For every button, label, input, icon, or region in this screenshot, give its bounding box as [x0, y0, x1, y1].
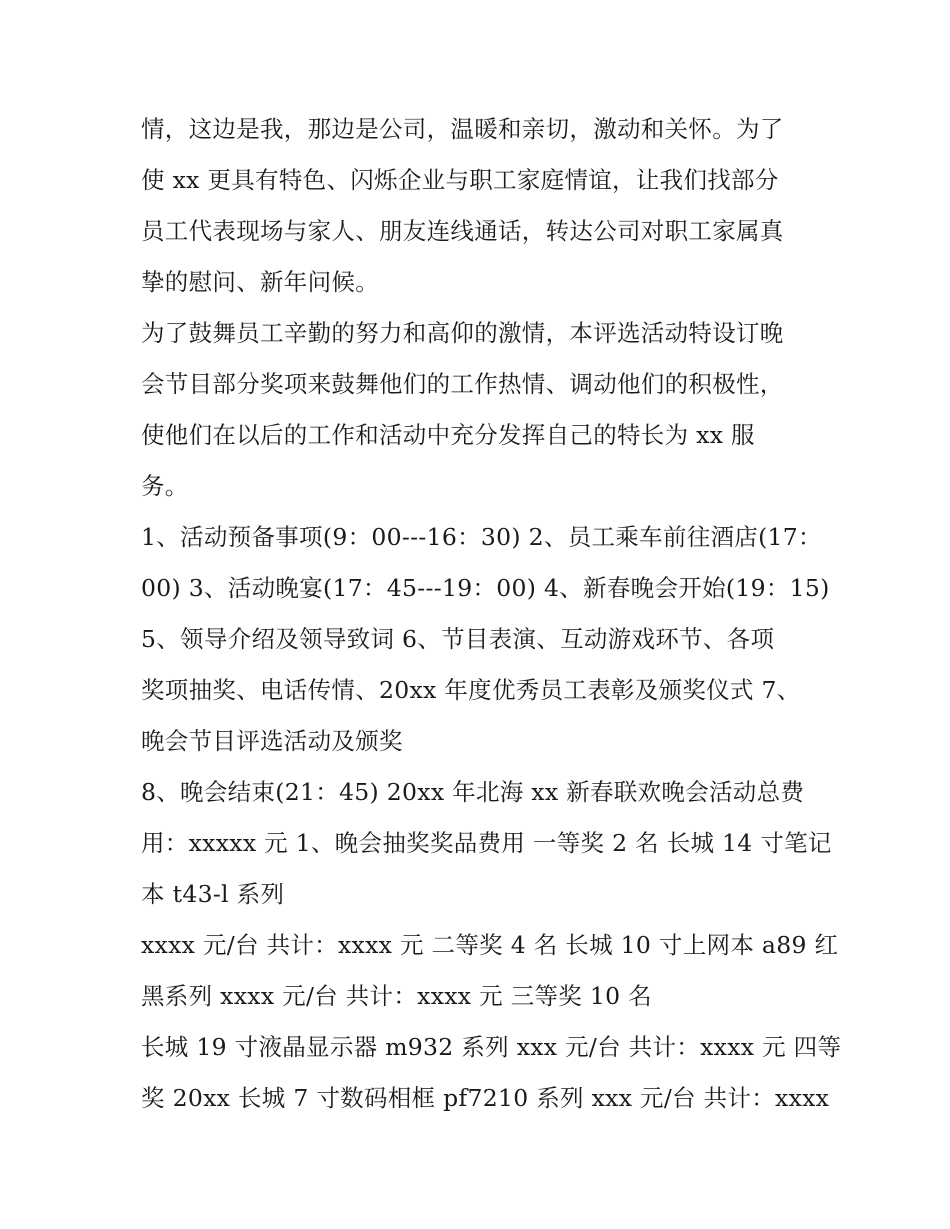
text-line: 使他们在以后的工作和活动中充分发挥自己的特长为 xx 服 [141, 421, 755, 449]
body-text [141, 104, 841, 1124]
text-line: xxxx 元/台 共计：xxxx 元 二等奖 4 名 长城 10 寸上网本 a89 红 [141, 931, 839, 959]
text-line: 使 xx 更具有特色、闪烁企业与职工家庭情谊，让我们找部分 [141, 166, 779, 194]
text-line: 00) 3、活动晚宴(17：45---19：00) 4、新春晚会开始(19：15) [141, 574, 830, 602]
text-line: 员工代表现场与家人、朋友连线通话，转达公司对职工家属真 [141, 217, 784, 245]
text-line: 会节目部分奖项来鼓舞他们的工作热情、调动他们的积极性， [141, 370, 784, 398]
text-line: 奖 20xx 长城 7 寸数码相框 pf7210 系列 xxx 元/台 共计：xxxx [141, 1084, 830, 1112]
text-line: 本 t43-l 系列 [141, 880, 285, 908]
text-line: 为了鼓舞员工辛勤的努力和高仰的激情，本评选活动特设订晚 [141, 319, 784, 347]
text-line: 8、晚会结束(21：45) 20xx 年北海 xx 新春联欢晚会活动总费 [141, 778, 805, 806]
text-line: 挚的慰问、新年问候。 [141, 268, 379, 296]
text-line: 长城 19 寸液晶显示器 m932 系列 xxx 元/台 共计：xxxx 元 四等 [141, 1033, 842, 1061]
text-line: 1、活动预备事项(9：00---16：30) 2、员工乘车前往酒店(17： [141, 523, 822, 551]
text-line: 晚会节目评选活动及颁奖 [141, 727, 403, 755]
text-line: 5、领导介绍及领导致词 6、节目表演、互动游戏环节、各项 [141, 625, 775, 653]
text-line: 奖项抽奖、电话传情、20xx 年度优秀员工表彰及颁奖仪式 7、 [141, 676, 801, 704]
text-line: 用：xxxxx 元 1、晚会抽奖奖品费用 一等奖 2 名 长城 14 寸笔记 [141, 829, 832, 857]
text-line: 务。 [141, 472, 189, 500]
text-line: 情，这边是我，那边是公司，温暖和亲切，激动和关怀。为了 [141, 115, 784, 143]
text-line: 黑系列 xxxx 元/台 共计：xxxx 元 三等奖 10 名 [141, 982, 652, 1010]
